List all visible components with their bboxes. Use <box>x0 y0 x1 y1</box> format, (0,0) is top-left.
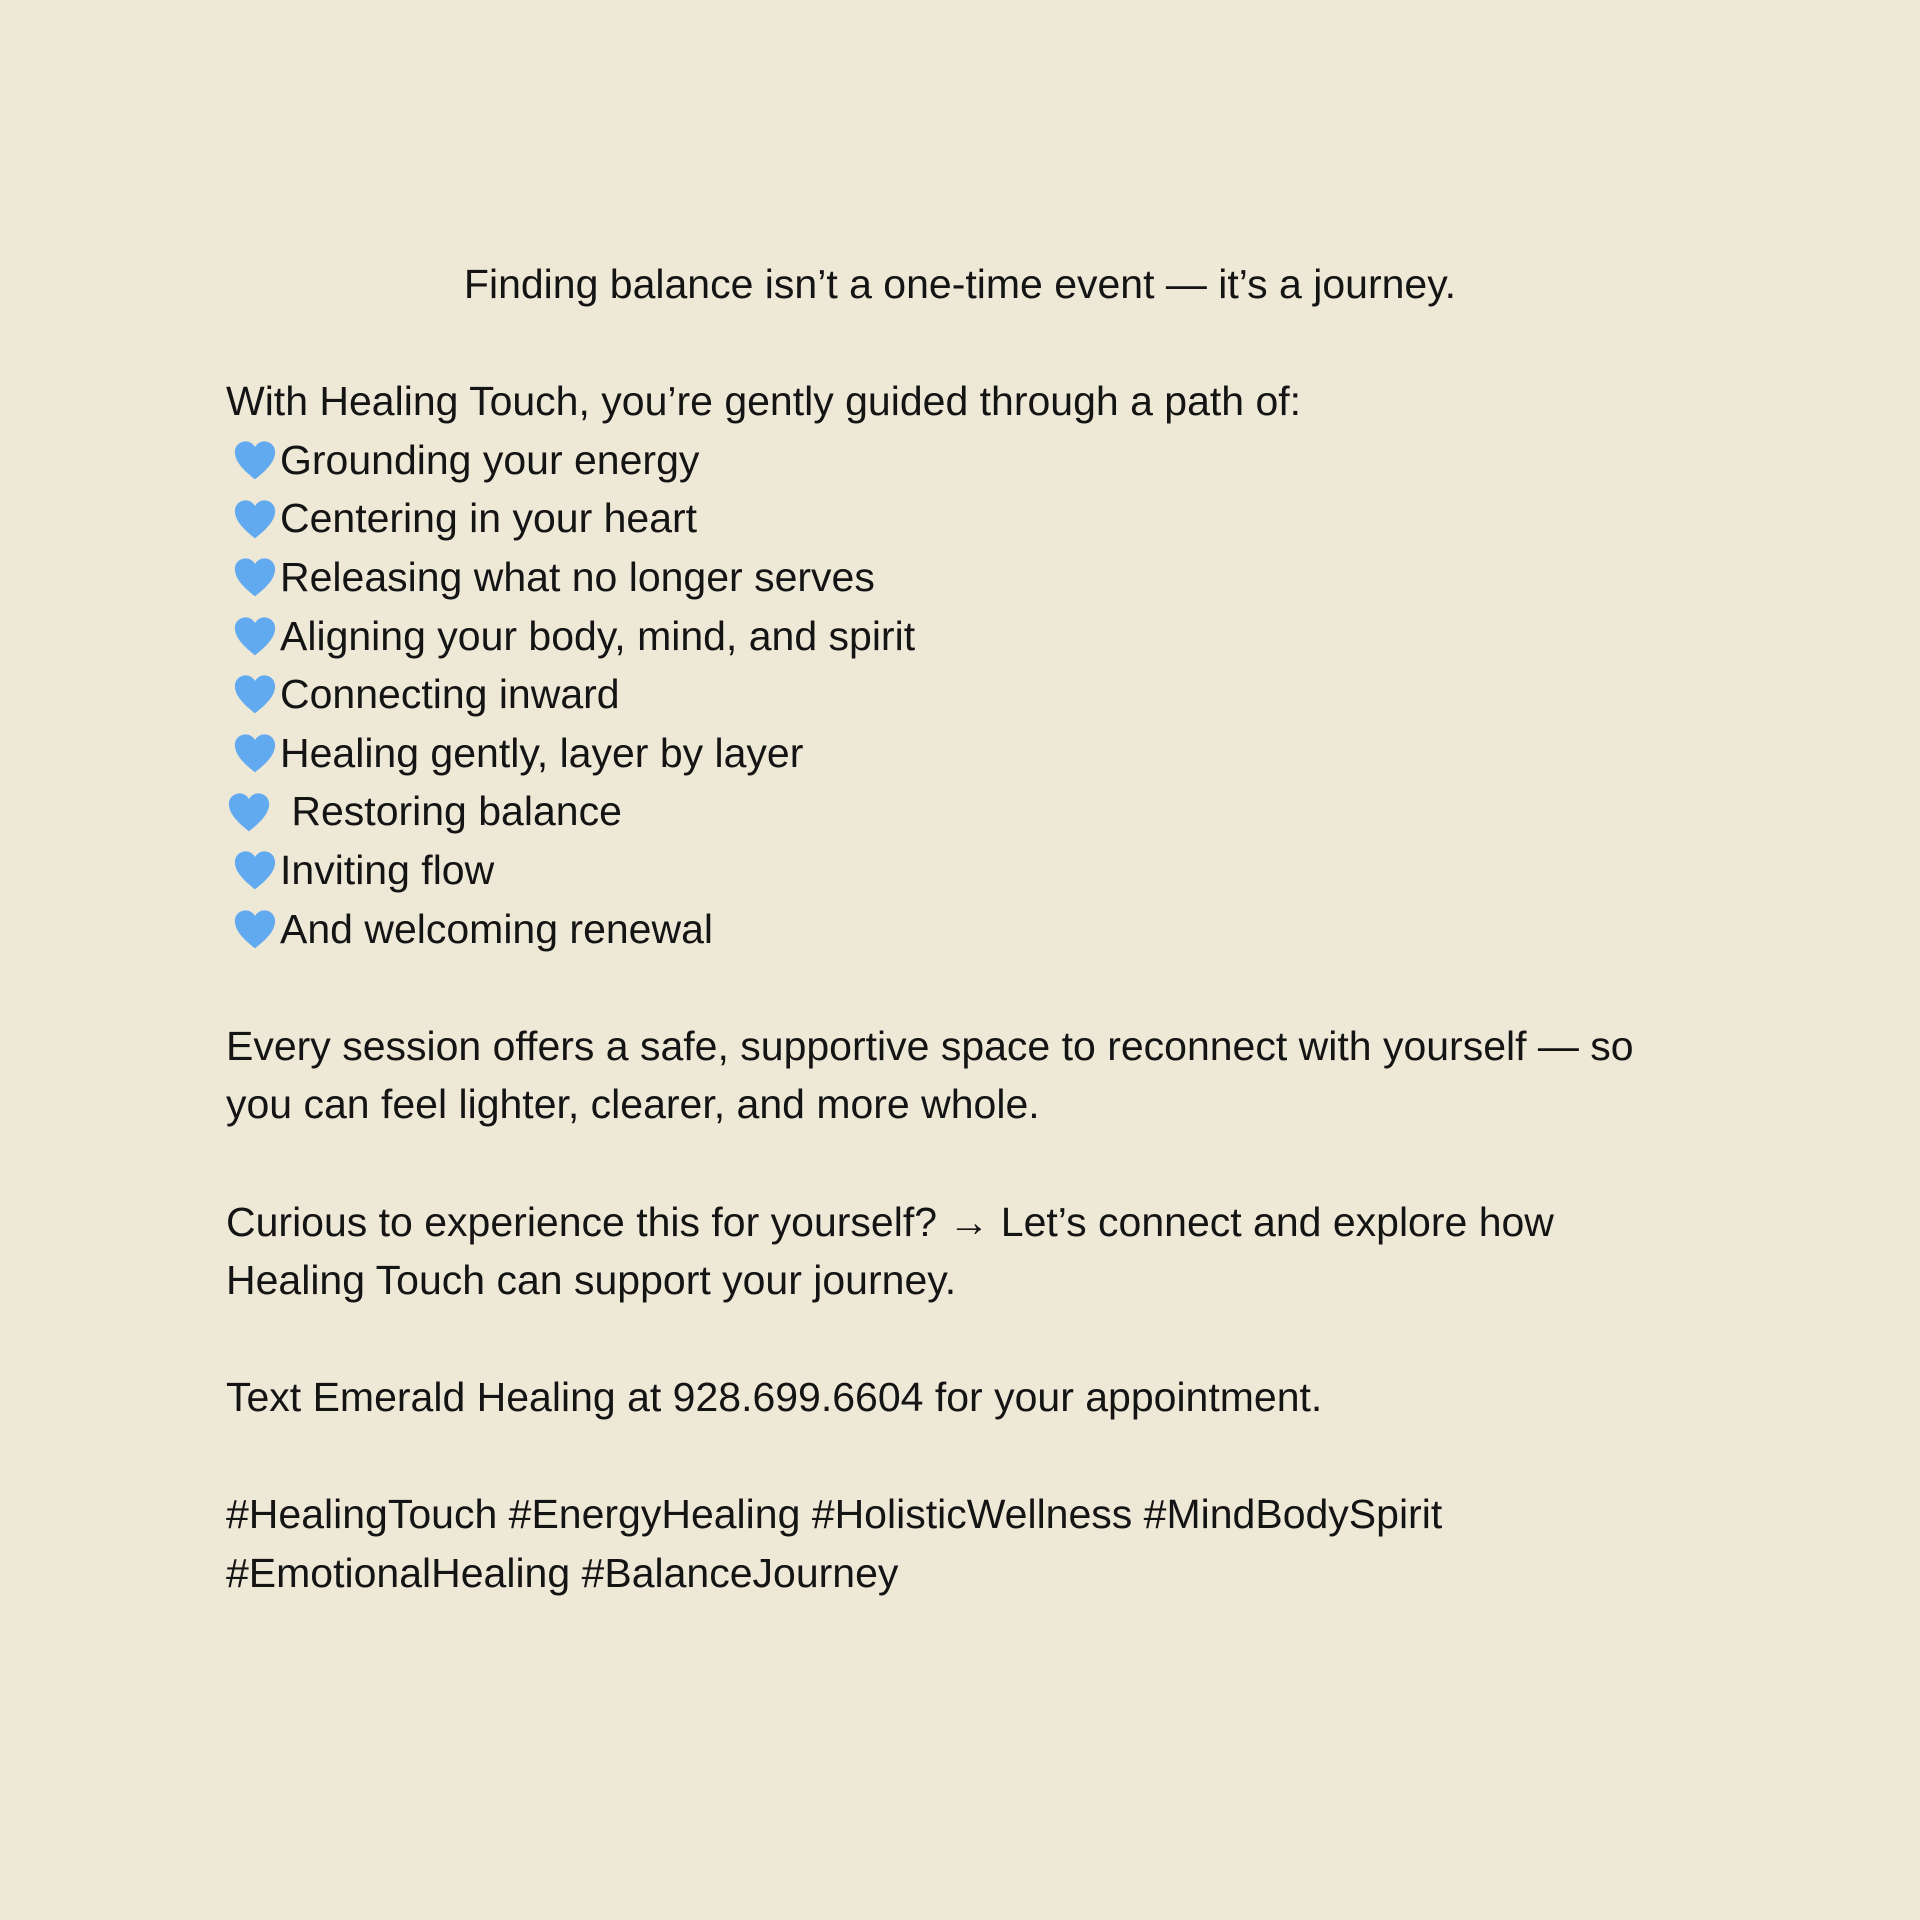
cta-paragraph <box>226 1193 1726 1310</box>
list-item-label: And welcoming renewal <box>280 905 714 952</box>
blue-heart-icon <box>226 849 280 891</box>
bullet-list <box>226 431 1726 958</box>
list-item <box>226 548 1726 607</box>
spacer <box>226 1134 1726 1193</box>
cta-line: Healing Touch can support your journey. <box>226 1257 957 1304</box>
session-paragraph <box>226 1017 1726 1134</box>
hashtag-line: #EmotionalHealing #BalanceJourney <box>226 1550 899 1597</box>
list-item-label: Aligning your body, mind, and spirit <box>280 612 916 659</box>
session-line: Every session offers a safe, supportive space to reconnect with yourself — so <box>226 1022 1634 1069</box>
spacer <box>226 958 1726 1017</box>
session-line: you can feel lighter, clearer, and more whole. <box>226 1081 1040 1128</box>
list-item-label: Centering in your heart <box>280 495 698 542</box>
list-item-label: Restoring balance <box>280 788 622 835</box>
list-item <box>226 782 1726 841</box>
headline: Finding balance isn’t a one-time event — it’s a journey. <box>463 261 1457 307</box>
blue-heart-icon <box>226 498 280 540</box>
spacer <box>226 1310 1726 1369</box>
spacer <box>226 314 1726 373</box>
blue-heart-icon <box>226 615 280 657</box>
spacer <box>226 1427 1726 1486</box>
list-item <box>226 607 1726 666</box>
list-item <box>226 431 1726 490</box>
blue-heart-icon <box>226 791 280 833</box>
blue-heart-icon <box>226 732 280 774</box>
list-item <box>226 489 1726 548</box>
list-item <box>226 841 1726 900</box>
blue-heart-icon <box>226 908 280 950</box>
list-item <box>226 900 1726 959</box>
list-item-label: Connecting inward <box>280 671 620 718</box>
list-item <box>226 665 1726 724</box>
cta-line: Curious to experience this for yourself? → Let’s connect and explore how <box>226 1198 1554 1245</box>
blue-heart-icon <box>226 556 280 598</box>
hashtag-line: #HealingTouch #EnergyHealing #HolisticWellness #MindBodySpirit <box>226 1491 1443 1538</box>
list-item-label: Healing gently, layer by layer <box>280 729 804 776</box>
list-item-label: Grounding your energy <box>280 436 700 483</box>
list-item-label: Inviting flow <box>280 846 495 893</box>
list-item-label: Releasing what no longer serves <box>280 553 875 600</box>
blue-heart-icon <box>226 439 280 481</box>
post-text <box>226 255 1726 1603</box>
blue-heart-icon <box>226 673 280 715</box>
hashtags <box>226 1485 1726 1602</box>
intro-text: With Healing Touch, you’re gently guided through a path of: <box>226 378 1302 425</box>
contact-line: Text Emerald Healing at 928.699.6604 for your appointment. <box>226 1374 1323 1421</box>
list-item <box>226 724 1726 783</box>
